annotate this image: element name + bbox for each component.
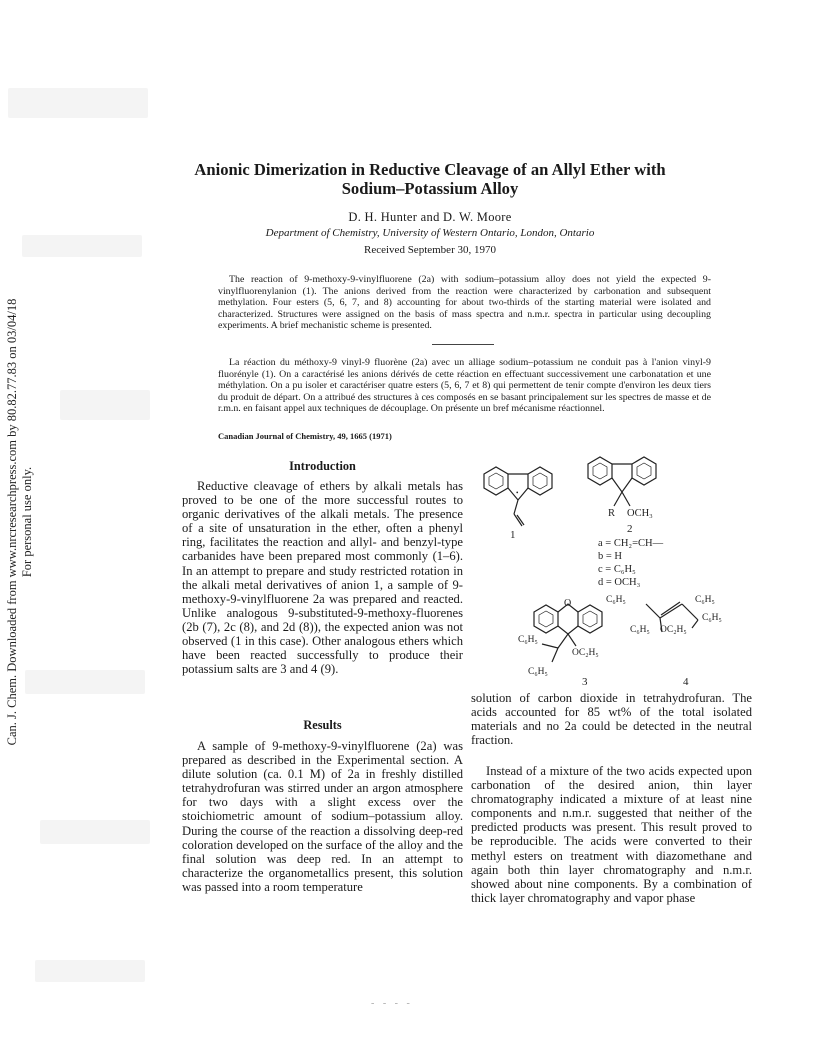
abstract-divider bbox=[432, 344, 494, 345]
title-line2: Sodium–Potassium Alloy bbox=[341, 179, 519, 198]
article-title bbox=[150, 160, 710, 198]
results-heading: Results bbox=[303, 718, 342, 732]
results-paragraph-3: Instead of a mixture of the two acids expected upon carbonation of the desired anion, thin layer chromatography indicated a mixture of at least nine components and n.m.r. suggested that neither of the predicted products was present. This result proved to be reproducible. The acids were converted to their methyl esters on treatment with diazomethane and again both thin layer chromatography and n.m.r. showed about nine components. By a combination of thick layer chromatography and vapor phase bbox=[471, 764, 752, 905]
structure-4-oc2h5: OC₂H₅ bbox=[660, 625, 687, 635]
journal-citation: Canadian Journal of Chemistry, 49, 1665 (1971) bbox=[218, 431, 392, 441]
chemical-structures-figure bbox=[470, 452, 755, 687]
scan-smudge bbox=[40, 820, 150, 844]
introduction-heading: Introduction bbox=[289, 459, 356, 473]
download-notice-line2: For personal use only. bbox=[20, 466, 34, 578]
structure-1-label: 1 bbox=[510, 529, 516, 541]
abstract-english: The reaction of 9-methoxy-9-vinylfluorene (2a) with sodium–potassium alloy does not yield the expected 9-vinylfluorenylanion (1). The anions derived from the reaction were characterized by carbonation and subsequent methylation. Four esters (5, 6, 7, and 8) accounting for about two-thirds of the starting material were isolated and characterized. Structures were assigned on the basis of mass spectra and n.m.r. spectra in particular using decoupling experiments. A brief mechanistic scheme is presented. bbox=[218, 274, 711, 332]
structure-4-c6h5-a: C₆H₅ bbox=[606, 595, 626, 605]
received-date: Received September 30, 1970 bbox=[364, 244, 496, 256]
structure-4-label: 4 bbox=[683, 676, 689, 687]
structure-3-oc2h5: OC₂H₅ bbox=[572, 648, 599, 658]
results-paragraph-2: solution of carbon dioxide in tetrahydrofuran. The acids accounted for 85 wt% of the total isolated materials and no 2a could be detected in the neutral fraction. bbox=[471, 691, 752, 748]
download-notice-sidebar bbox=[0, 262, 40, 782]
structure-2 bbox=[588, 457, 664, 588]
structure-2-label: 2 bbox=[627, 523, 633, 535]
introduction-paragraph: Reductive cleavage of ethers by alkali metals has proved to be one of the more successful routes to organic derivatives of the alkali metals. The presence of a site of unsaturation in the ether, often a phenyl ring, facilitates the reaction and allyl- and benzyl-type carbanides have been prepared most commonly (1–6). In an attempt to prepare and study restricted rotation in the alkali metal derivatives of anion 1, a sample of 9-methoxy-9-vinylfluorene 2a was prepared and reacted. Unlike analogous 9-substituted-9-methoxy-fluorenes (2b (7), 2c (8), and 2d (8)), the expected anion was not observed (1 in this case). Other analogous ethers which have been reacted successfully to produce their potassium salts are 3 and 4 (9). bbox=[182, 479, 463, 677]
scan-smudge bbox=[8, 88, 148, 118]
structure-3-c6h5-a: C₆H₅ bbox=[518, 635, 538, 645]
download-notice-line1: Can. J. Chem. Downloaded from www.nrcresearchpress.com by 80.82.77.83 on 03/04/18 bbox=[5, 298, 19, 746]
substituent-b: b = H bbox=[598, 551, 623, 562]
structure-4-c6h5-b: C₆H₅ bbox=[695, 595, 715, 605]
affiliation: Department of Chemistry, University of Western Ontario, London, Ontario bbox=[265, 227, 595, 239]
structure-1 bbox=[484, 467, 552, 541]
page-footer-mark: - - - - bbox=[371, 998, 413, 1009]
structure-4 bbox=[606, 595, 722, 687]
substituent-d: d = OCH₃ bbox=[598, 577, 641, 588]
abstract-french: La réaction du méthoxy-9 vinyl-9 fluorène (2a) avec un alliage sodium–potassium ne conduit pas à l'anion vinyl-9 fluorényle (1). On a caractérisé les anions dérivés de cette réaction en effectuant successivement une carbonatation et une méthylation. On a pu isoler et caractériser quatre esters (5, 6, 7 et 8) qui permettent de tenir compte d'environ les deux tiers du produit de départ. On a attribué des structures à ces composés en se basant principalement sur les spectres de masse et de r.m.n. en faisant appel aux techniques de découplage. On présente un bref mécanisme réactionnel. bbox=[218, 357, 711, 415]
scan-smudge bbox=[25, 670, 145, 694]
substituent-a: a = CH₂=CH— bbox=[598, 538, 664, 549]
authors: D. H. Hunter and D. W. Moore bbox=[348, 210, 512, 224]
structure-4-c6h5-c: C₆H₅ bbox=[702, 613, 722, 623]
structure-3-oxygen: O bbox=[564, 598, 572, 609]
results-paragraph-1: A sample of 9-methoxy-9-vinylfluorene (2a) was prepared as described in the Experimental section. A dilute solution (ca. 0.1 M) of 2a in freshly distilled tetrahydrofuran was stirred under an argon atmosphere for two days with a slight excess over the stoichiometric amount of sodium–potassium alloy. During the course of the reaction a dissolving deep-red coloration developed on the surface of the alloy and the final solution was deep red. In an attempt to characterize the organometallics present, this solution was passed into a room temperature bbox=[182, 739, 463, 894]
scan-smudge bbox=[35, 960, 145, 982]
svg-text:•: • bbox=[516, 489, 519, 497]
structure-3-label: 3 bbox=[582, 676, 588, 687]
structure-3 bbox=[518, 598, 602, 687]
structure-4-c6h5-d: C₆H₅ bbox=[630, 625, 650, 635]
structure-2-r-label: R bbox=[608, 508, 616, 519]
structure-3-c6h5-b: C₆H₅ bbox=[528, 667, 548, 677]
title-line1: Anionic Dimerization in Reductive Cleavage of an Allyl Ether with bbox=[194, 160, 666, 179]
structure-2-och3: OCH₃ bbox=[627, 508, 653, 519]
substituent-c: c = C₆H₅ bbox=[598, 564, 636, 575]
scan-smudge bbox=[60, 390, 150, 420]
scan-smudge bbox=[22, 235, 142, 257]
